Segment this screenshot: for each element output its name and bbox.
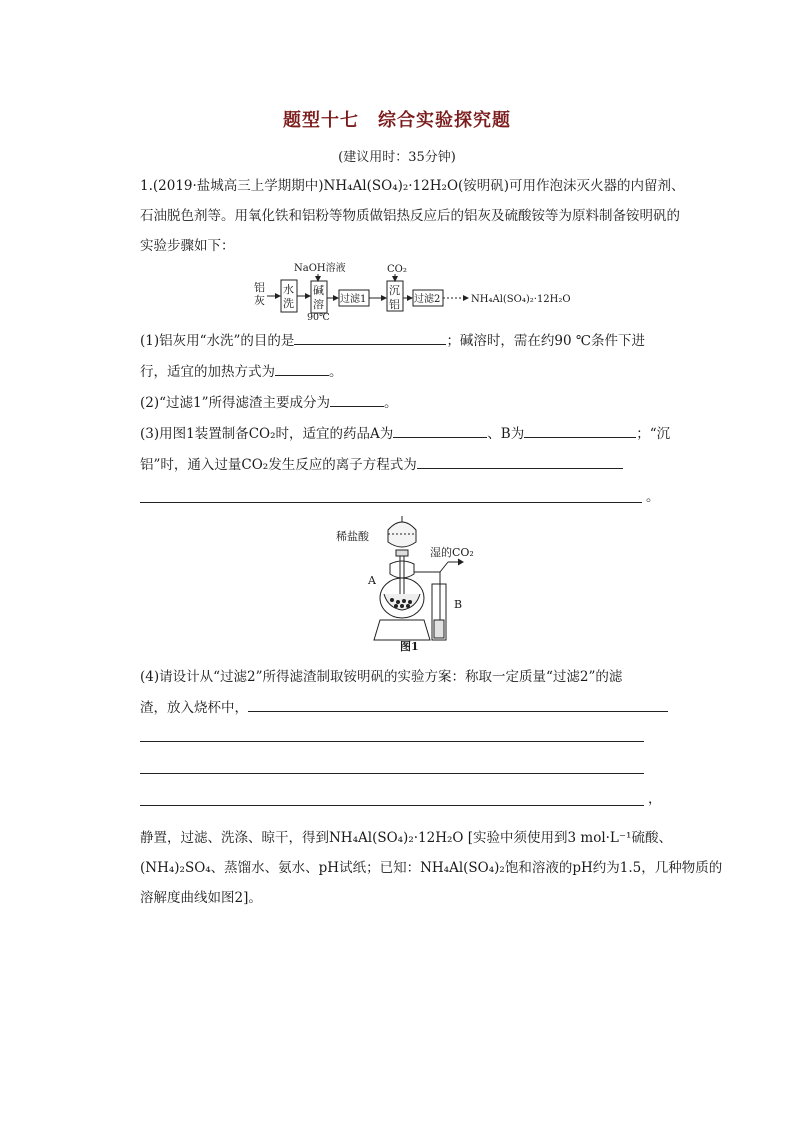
flow-start-char-1: 铝 xyxy=(254,281,265,294)
part2-text-b: 。 xyxy=(384,395,398,411)
time-suggestion: (建议用时：35分钟) xyxy=(338,150,456,165)
part3-end: 。 xyxy=(646,489,660,505)
question-intro-line-1: 1.(2019·盐城高三上学期期中)NH₄Al(SO₄)₂·12H₂O(铵明矾)可用作泡沫灭火器的内留剂、 xyxy=(140,178,685,194)
part2-text-a: (2)“过滤1”所得滤渣主要成分为 xyxy=(140,395,331,411)
part1-line-1 xyxy=(140,330,645,352)
part5-line-1: 静置，过滤、洗涤、晾干，得到NH₄Al(SO₄)₂·12H₂O [实验中须使用到3 mol·L⁻¹硫酸、 xyxy=(140,830,672,846)
figure-label-gas: 湿的CO₂ xyxy=(430,546,474,559)
figure-label-a: A xyxy=(368,574,376,587)
part2-line xyxy=(140,392,398,414)
part1-text-d: 。 xyxy=(329,364,343,380)
flow-step-alkali-1: 碱 xyxy=(313,284,324,297)
flow-step-filter1: 过滤1 xyxy=(340,294,367,305)
flow-step-filter2: 过滤2 xyxy=(414,294,441,305)
part1-line-2 xyxy=(140,361,343,383)
part4-comma: ， xyxy=(648,791,662,807)
process-flow-diagram xyxy=(240,258,580,320)
part4-line-1: (4)请设计从“过滤2”所得滤渣制取铵明矾的实验方案：称取一定质量“过滤2”的滤 xyxy=(140,669,623,685)
page-title: 题型十七 综合实验探究题 xyxy=(283,110,511,131)
part5-line-3: 溶解度曲线如图2]。 xyxy=(140,890,262,906)
flow-step-wash-1: 水 xyxy=(283,283,294,296)
answer-blank-4-4[interactable] xyxy=(140,804,644,806)
part3-line-1 xyxy=(140,423,670,445)
answer-blank-3-b[interactable] xyxy=(524,423,636,438)
part3-text-d: 铝”时，通入过量CO₂发生反应的离子方程式为 xyxy=(140,457,417,473)
flow-step-alkali-2: 溶 xyxy=(313,298,324,311)
part1-text-a: (1)铝灰用“水洗”的目的是 xyxy=(140,333,295,349)
figure-1-apparatus xyxy=(330,512,490,652)
answer-blank-3-c[interactable] xyxy=(417,454,623,469)
answer-blank-4-2[interactable] xyxy=(140,740,644,742)
figure-label-b: B xyxy=(454,598,463,611)
figure-caption: 图1 xyxy=(400,640,419,652)
flow-co2-label: CO₂ xyxy=(387,264,407,275)
question-intro-line-2: 石油脱色剂等。用氧化铁和铝粉等物质做铝热反应后的铝灰及硫酸铵等为原料制备铵明矾的 xyxy=(140,208,680,224)
flow-start-char-2: 灰 xyxy=(254,294,265,307)
part4-line-2 xyxy=(140,697,668,719)
flow-step-wash-2: 洗 xyxy=(283,297,294,310)
answer-blank-3-d[interactable] xyxy=(140,501,642,503)
part3-text-a: (3)用图1装置制备CO₂时，适宜的药品A为 xyxy=(140,426,394,442)
answer-blank-4-1[interactable] xyxy=(248,697,668,712)
part4-text: 渣，放入烧杯中， xyxy=(140,700,248,716)
answer-blank-2[interactable] xyxy=(330,392,384,407)
flow-step-precip-1: 沉 xyxy=(389,284,400,297)
flow-naoh-label: NaOH溶液 xyxy=(294,263,346,274)
part1-text-c: 行，适宜的加热方式为 xyxy=(140,364,275,380)
flow-temp-label: 90℃ xyxy=(307,312,330,320)
answer-blank-1-1[interactable] xyxy=(294,330,446,345)
part5-line-2: (NH₄)₂SO₄、蒸馏水、氨水、pH试纸；已知：NH₄Al(SO₄)₂饱和溶液的pH约为1.5，几种物质的 xyxy=(140,860,723,876)
question-intro-line-3: 实验步骤如下： xyxy=(140,238,235,254)
figure-label-acid: 稀盐酸 xyxy=(336,530,369,543)
part3-text-c: ；“沉 xyxy=(636,426,671,442)
part3-line-2 xyxy=(140,454,623,476)
answer-blank-4-3[interactable] xyxy=(140,772,644,774)
answer-blank-1-2[interactable] xyxy=(275,361,329,376)
flow-product: NH₄Al(SO₄)₂·12H₂O xyxy=(471,294,571,305)
part1-text-b: ；碱溶时，需在约90 ℃条件下进 xyxy=(446,333,646,349)
flow-step-precip-2: 铝 xyxy=(389,298,400,311)
part3-text-b: 、B为 xyxy=(487,426,525,442)
answer-blank-3-a[interactable] xyxy=(393,423,487,438)
